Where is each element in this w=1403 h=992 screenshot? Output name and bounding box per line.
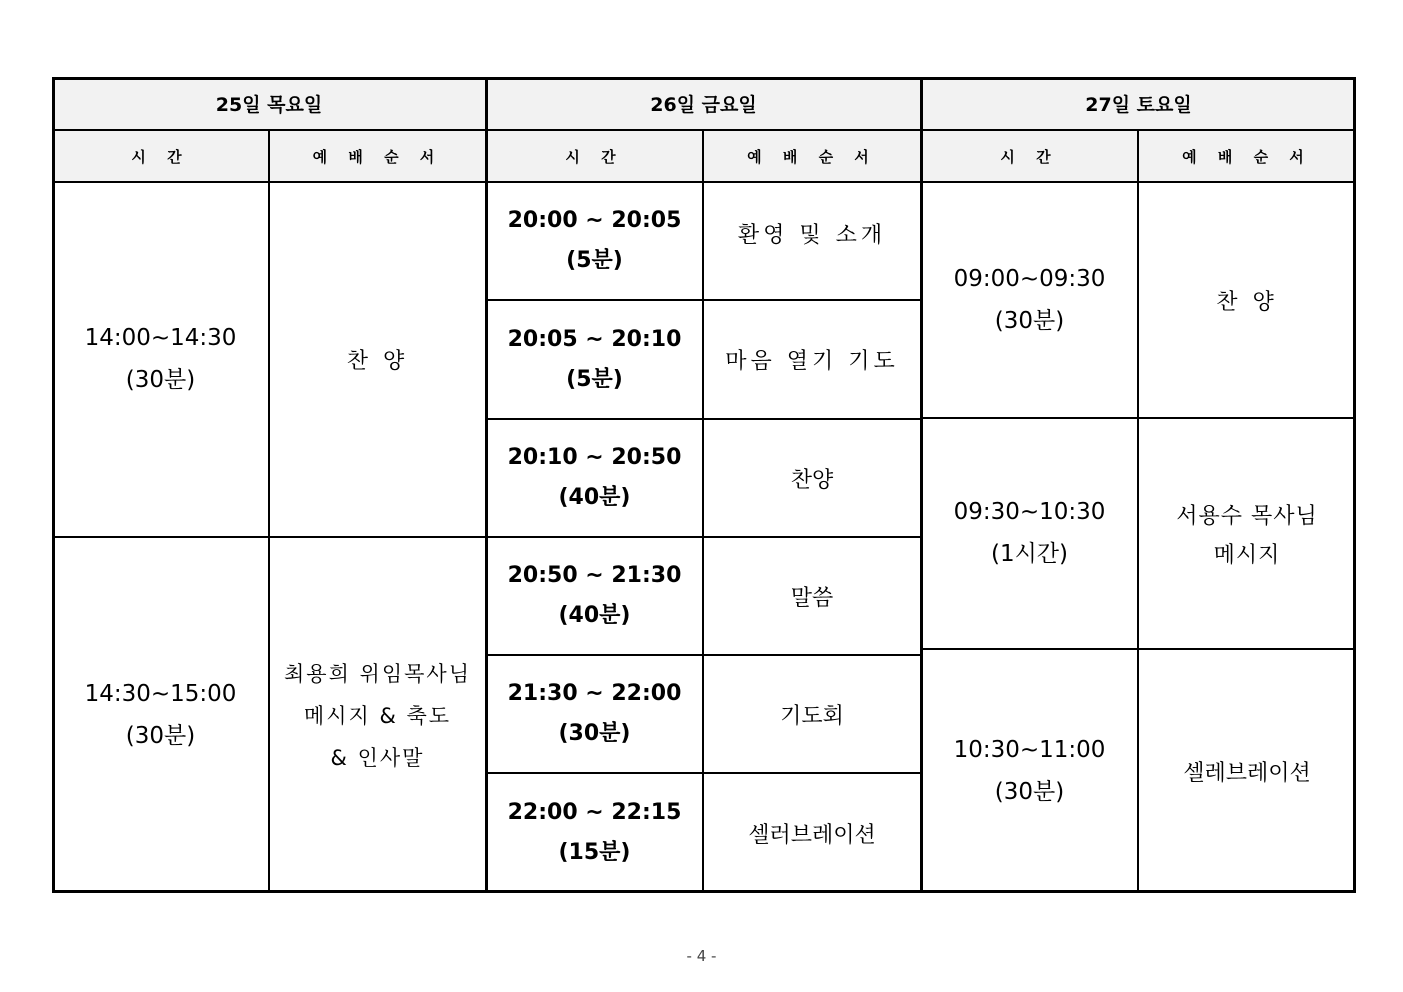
program-line: 메시지 & 축도	[303, 704, 452, 728]
saturday-slot-1-time	[921, 182, 1138, 418]
friday-slot-5-program: 기도회	[780, 703, 844, 729]
duration: (30분)	[558, 721, 631, 746]
program-line: 찬 양	[346, 349, 409, 374]
duration: (30분)	[994, 307, 1065, 334]
friday-slot-4-program: 말씀	[790, 585, 834, 611]
day-header-saturday: 27일 토요일	[921, 77, 1356, 130]
program-line: 서용수 목사님	[1176, 503, 1318, 529]
time-range: 10:30~11:00	[953, 736, 1106, 763]
time-range: 09:00~09:30	[953, 265, 1106, 292]
friday-slot-6-time	[486, 773, 703, 893]
saturday-slot-3-program	[1138, 649, 1356, 893]
rule	[486, 536, 921, 538]
saturday-program-header: 예 배 순 서	[1138, 130, 1356, 182]
saturday-slot-1-program	[1138, 182, 1356, 418]
duration: (30분)	[125, 722, 196, 749]
rule	[702, 130, 704, 893]
time-range: 20:00 ~ 20:05	[507, 208, 682, 233]
time-range: 09:30~10:30	[953, 499, 1106, 525]
friday-slot-3-time	[486, 419, 703, 537]
time-range: 20:10 ~ 20:50	[507, 445, 682, 470]
rule	[486, 772, 921, 774]
rule	[52, 536, 486, 538]
day-header-thursday: 25일 목요일	[52, 77, 486, 130]
friday-slot-2-time	[486, 300, 703, 419]
friday-slot-5-time	[486, 655, 703, 773]
thursday-slot-1-program	[269, 182, 486, 537]
program-line: 찬 양	[1216, 289, 1278, 315]
border-right	[1353, 77, 1356, 893]
friday-slot-1-program: 환영 및 소개	[737, 222, 887, 248]
rule	[486, 418, 921, 420]
saturday-time-header: 시 간	[921, 130, 1138, 182]
rule	[52, 129, 1356, 131]
duration: (15분)	[558, 840, 631, 865]
duration: (40분)	[558, 603, 631, 628]
friday-slot-2-program: 마음 열기 기도	[725, 349, 899, 374]
program-line: 셀레브레이션	[1183, 760, 1311, 786]
thursday-time-header: 시 간	[52, 130, 269, 182]
rule	[921, 417, 1356, 419]
friday-time-header: 시 간	[486, 130, 703, 182]
time-range: 14:30~15:00	[84, 680, 237, 707]
friday-slot-3-program: 찬양	[790, 467, 834, 493]
time-range: 22:00 ~ 22:15	[507, 800, 682, 825]
page-number: - 4 -	[686, 947, 717, 965]
duration: (30분)	[125, 367, 196, 393]
rule	[486, 299, 921, 301]
rule	[485, 77, 488, 893]
rule	[1137, 130, 1139, 893]
friday-slot-6-program: 셀러브레이션	[748, 822, 876, 848]
friday-program-header: 예 배 순 서	[703, 130, 921, 182]
saturday-slot-3-time	[921, 649, 1138, 893]
thursday-slot-1-time	[52, 182, 269, 537]
border-left	[52, 77, 55, 893]
time-range: 21:30 ~ 22:00	[507, 681, 682, 706]
schedule-table	[52, 77, 1356, 893]
duration: (30분)	[994, 778, 1065, 805]
day-header-friday: 26일 금요일	[486, 77, 921, 130]
program-line: 최용희 위임목사님	[284, 662, 471, 686]
friday-slot-1-time	[486, 182, 703, 300]
saturday-slot-2-time	[921, 418, 1138, 649]
duration: (1시간)	[990, 541, 1068, 567]
time-range: 14:00~14:30	[84, 325, 237, 351]
thursday-slot-2-program	[269, 537, 486, 893]
thursday-program-header: 예 배 순 서	[269, 130, 486, 182]
rule	[921, 648, 1356, 650]
time-range: 20:50 ~ 21:30	[507, 563, 682, 588]
thursday-slot-2-time	[52, 537, 269, 893]
duration: (5분)	[566, 248, 623, 273]
rule	[52, 181, 1356, 183]
time-range: 20:05 ~ 20:10	[507, 326, 682, 352]
duration: (5분)	[566, 366, 623, 392]
border-bottom	[52, 890, 1356, 893]
program-line: & 인사말	[330, 746, 425, 770]
friday-slot-4-time	[486, 537, 703, 655]
rule	[486, 654, 921, 656]
border-top	[52, 77, 1356, 80]
saturday-slot-2-program	[1138, 418, 1356, 649]
rule	[268, 130, 270, 893]
program-line: 메시지	[1213, 542, 1281, 568]
rule	[920, 77, 923, 893]
duration: (40분)	[558, 485, 631, 510]
